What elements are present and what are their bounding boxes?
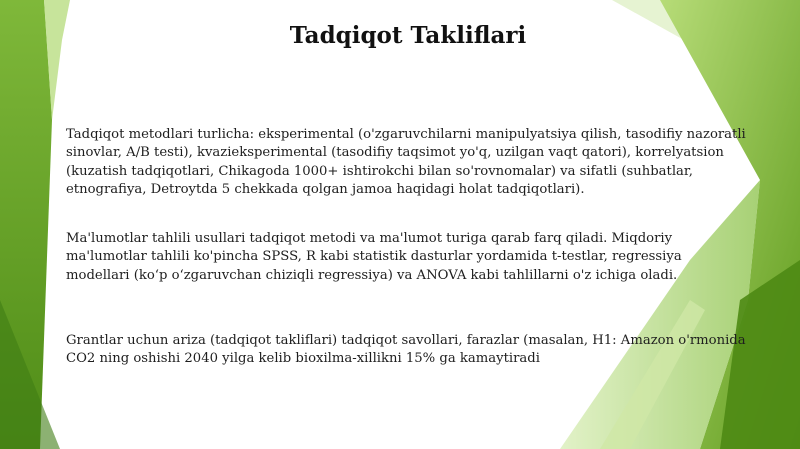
- paragraph-grant-proposals: Grantlar uchun ariza (tadqiqot takliflari) tadqiqot savollari, farazlar (masalan, H1: Amazon o'rmonida CO2 ning oshishi 2040 yilga kelib bioxilma-xillikni 15% ga kamaytiradi: [66, 333, 746, 367]
- slide-title: Tadqiqot Takliflari: [289, 22, 527, 49]
- paragraph-research-methods: Tadqiqot metodlari turlicha: eksperimental (o'zgaruvchilarni manipulyatsiya qilish, tasodifiy nazoratli sinovlar, A/B testi), kvazieksperimental (tasodifiy taqsimot yo'q, uzilgan vaqt qatori), korrelyatsion (kuzatish tadqiqotlari, Chikagoda 1000+ ishtirokchi bilan so'rovnomalar) va sifatli (suhbatlar, etnografiya, Detroytda 5 chekkada qolgan jamoa haqidagi holat tadqiqotlari).: [66, 127, 746, 198]
- paragraph-data-analysis: Ma'lumotlar tahlili usullari tadqiqot metodi va ma'lumot turiga qarab farq qiladi. Miqdoriy ma'lumotlar tahlili ko'pincha SPSS, R kabi statistik dasturlar yordamida t-testlar, regressiya modellari (ko‘p o‘zgaruvchan chiziqli regressiya) va ANOVA kabi tahlillarni o'z ichiga oladi.: [66, 231, 682, 283]
